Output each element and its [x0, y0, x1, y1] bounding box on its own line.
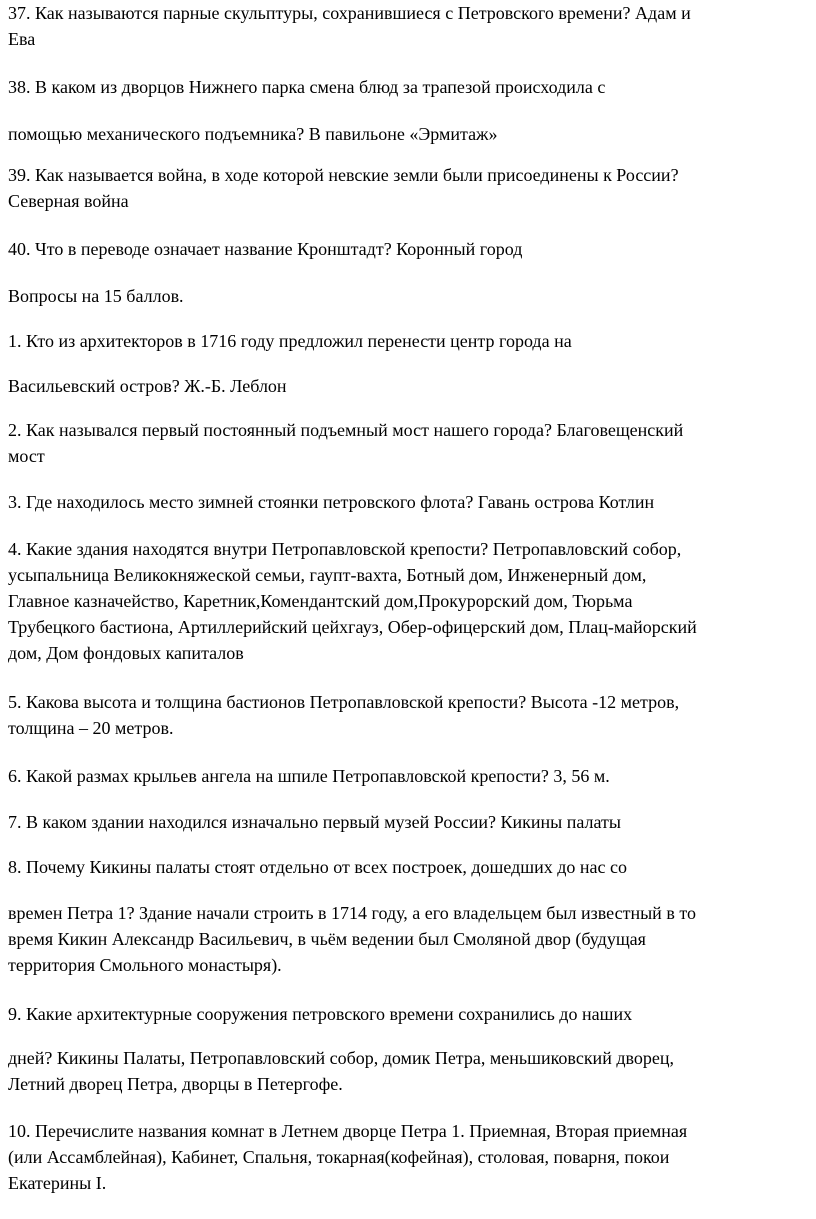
text-line: 3. Где находилось место зимней стоянки петровского флота? Гавань острова Котлин	[8, 492, 655, 512]
paragraph-q40	[8, 236, 808, 262]
paragraph-q7	[8, 809, 808, 835]
section-heading-15-points	[8, 283, 808, 309]
text-line: усыпальница Великокняжеской семьи, гаупт-вахта, Ботный дом, Инженерный дом,	[8, 565, 647, 585]
text-line: 38. В каком из дворцов Нижнего парка смена блюд за трапезой происходила с	[8, 77, 606, 97]
text-line: Северная война	[8, 191, 129, 211]
text-line: 2. Как назывался первый постоянный подъемный мост нашего города? Благовещенский	[8, 420, 684, 440]
text-line: 1. Кто из архитекторов в 1716 году предложил перенести центр города на	[8, 331, 572, 351]
text-line: 40. Что в переводе означает название Кронштадт? Коронный город	[8, 239, 523, 259]
paragraph-q10	[8, 1118, 808, 1196]
text-line: 8. Почему Кикины палаты стоят отдельно от всех построек, дошедших до нас со	[8, 857, 628, 877]
paragraph-q9	[8, 1001, 808, 1027]
text-line: Васильевский остров? Ж.-Б. Леблон	[8, 376, 287, 396]
paragraph-q1	[8, 328, 808, 354]
paragraph-q3	[8, 489, 808, 515]
text-line: толщина – 20 метров.	[8, 718, 174, 738]
text-line: время Кикин Александр Васильевич, в чьём ведении был Смоляной двор (будущая	[8, 929, 646, 949]
paragraph-q8-cont	[8, 900, 808, 978]
text-line: Летний дворец Петра, дворцы в Петергофе.	[8, 1074, 343, 1094]
text-line: Трубецкого бастиона, Артиллерийский цейхгауз, Обер-офицерский дом, Плац-майорский	[8, 617, 697, 637]
text-line: времен Петра 1? Здание начали строить в 1714 году, а его владельцем был известный в то	[8, 903, 696, 923]
text-line: 7. В каком здании находился изначально первый музей России? Кикины палаты	[8, 812, 622, 832]
text-line: 5. Какова высота и толщина бастионов Петропавловской крепости? Высота -12 метров,	[8, 692, 680, 712]
text-line: территория Смольного монастыря).	[8, 955, 282, 975]
paragraph-q9-cont	[8, 1045, 808, 1097]
text-line: Ева	[8, 29, 36, 49]
paragraph-q38	[8, 74, 808, 100]
text-line: мост	[8, 446, 45, 466]
text-line: Вопросы на 15 баллов.	[8, 286, 184, 306]
text-line: 4. Какие здания находятся внутри Петропавловской крепости? Петропавловский собор,	[8, 539, 682, 559]
text-line: 39. Как называется война, в ходе которой невские земли были присоединены к России?	[8, 165, 679, 185]
paragraph-q38-cont	[8, 121, 808, 147]
text-line: 9. Какие архитектурные сооружения петровского времени сохранились до наших	[8, 1004, 633, 1024]
paragraph-q8	[8, 854, 808, 880]
text-line: (или Ассамблейная), Кабинет, Спальня, токарная(кофейная), столовая, поварня, покои	[8, 1147, 670, 1167]
text-line: 10. Перечислите названия комнат в Летнем дворце Петра 1. Приемная, Вторая приемная	[8, 1121, 688, 1141]
paragraph-q2	[8, 417, 808, 469]
paragraph-q39	[8, 162, 808, 214]
text-line: Екатерины I.	[8, 1173, 107, 1193]
paragraph-q6	[8, 763, 808, 789]
paragraph-q5	[8, 689, 808, 741]
text-line: помощью механического подъемника? В павильоне «Эрмитаж»	[8, 124, 498, 144]
text-line: дней? Кикины Палаты, Петропавловский собор, домик Петра, меньшиковский дворец,	[8, 1048, 674, 1068]
paragraph-q4	[8, 536, 808, 666]
paragraph-q37	[8, 0, 808, 52]
text-line: 6. Какой размах крыльев ангела на шпиле Петропавловской крепости? 3, 56 м.	[8, 766, 610, 786]
paragraph-q1-cont	[8, 373, 808, 399]
text-line: дом, Дом фондовых капиталов	[8, 643, 244, 663]
text-line: Главное казначейство, Каретник,Комендантский дом,Прокурорский дом, Тюрьма	[8, 591, 633, 611]
text-line: 37. Как называются парные скульптуры, сохранившиеся с Петровского времени? Адам и	[8, 3, 691, 23]
